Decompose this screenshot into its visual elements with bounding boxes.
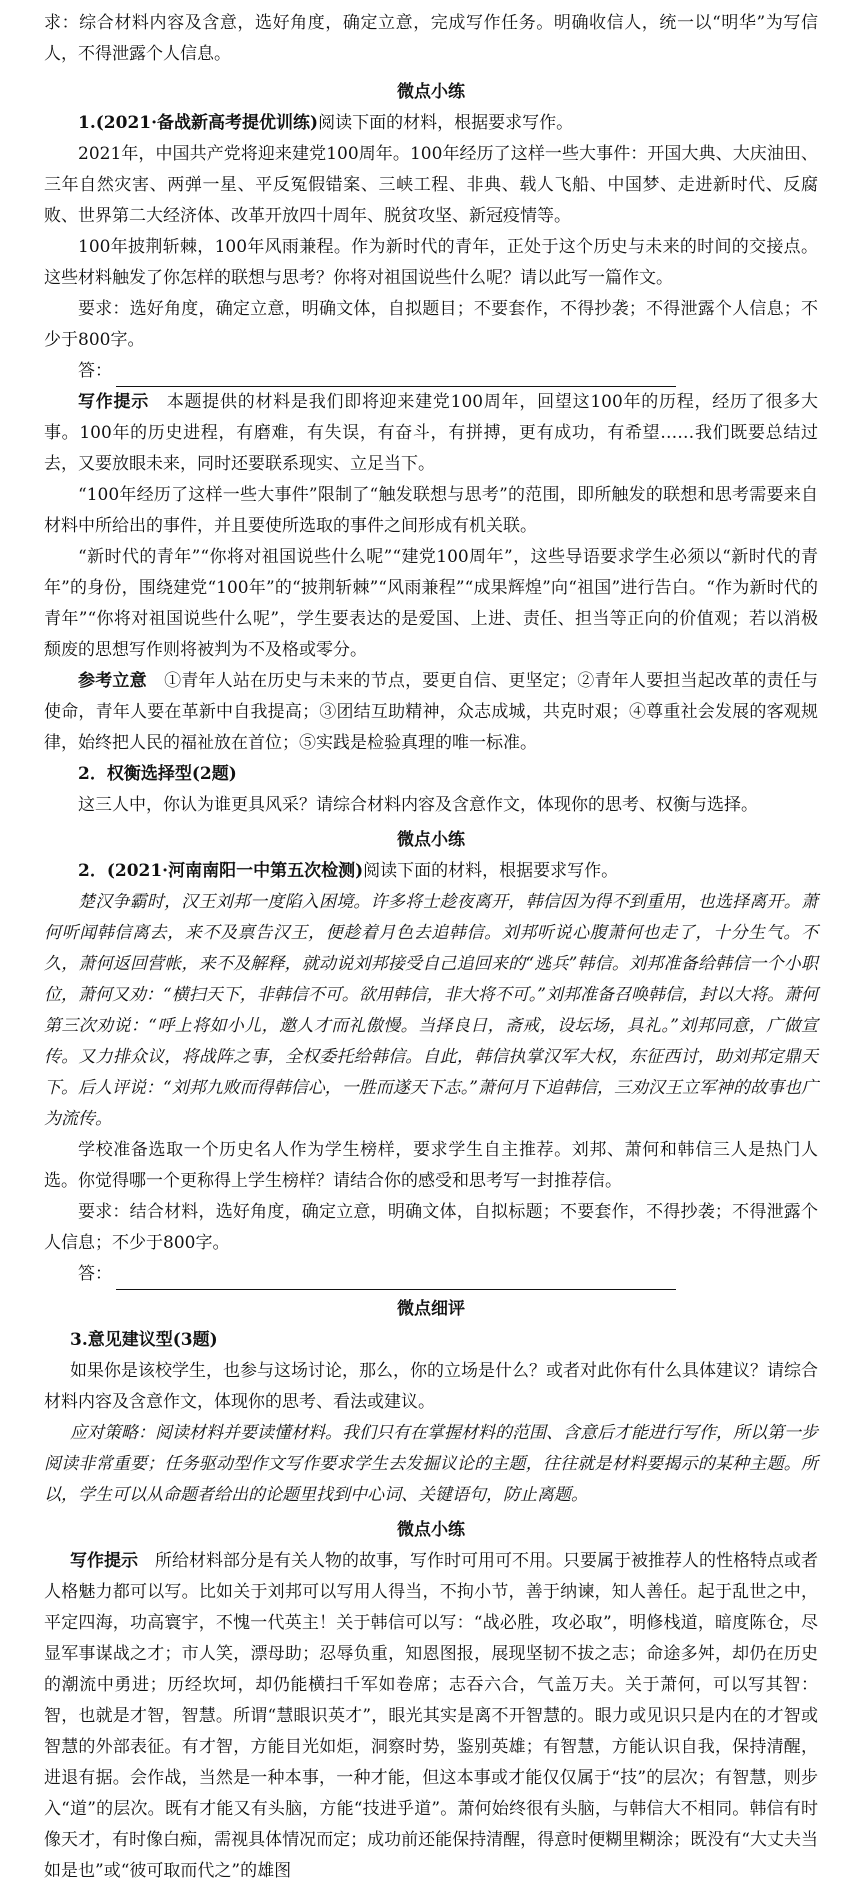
material-paragraph: 100年披荆斩棘，100年风雨兼程。作为新时代的青年，正处于这个历史与未来的时间的交接点。这些材料触发了你怎样的联想与思考？你将对祖国说些什么呢？请以此写一篇作文。 [44,237,818,288]
question-instruction: 阅读下面的材料，根据要求写作。 [363,861,619,881]
type-description: 如果你是该校学生，也参与这场讨论，那么，你的立场是什么？或者对此你有什么具体建议？请综合材料内容及含意作文，体现你的思考、看法或建议。 [44,1361,818,1412]
reference-label: 参考立意 [78,671,147,691]
task-paragraph: 学校准备选取一个历史名人作为学生榜样，要求学生自主推荐。刘邦、萧何和韩信三人是热门人选。你觉得哪一个更称得上学生榜样？请结合你的感受和思考写一封推荐信。 [44,1140,818,1191]
answer-rule [116,1269,676,1290]
tip-label: 写作提示 [70,1551,138,1571]
tip-paragraph: “100年经历了这样一些大事件”限制了“触发联想与思考”的范围，即所触发的联想和思考需要来自材料中所给出的事件，并且要使所选取的事件之间形成有机关联。 [44,485,818,536]
requirement-paragraph: 要求：结合材料，选好角度，确定立意，明确文体，自拟标题；不要套作，不得抄袭；不得泄露个人信息；不少于800字。 [44,1202,818,1253]
tip-label: 写作提示 [78,392,149,412]
answer-rule [116,366,676,387]
question-source: 2．(2021·河南南阳一中第五次检测) [78,861,364,881]
type-description: 这三人中，你认为谁更具风采？请综合材料内容及含意作文，体现你的思考、权衡与选择。 [78,795,758,815]
section-type-2 [44,759,818,1290]
writing-tip-paragraph [44,1546,818,1887]
question-2 [44,856,818,887]
answer-label: 答： [78,361,112,381]
section-heading: 微点小练 [397,1520,465,1540]
section-practice-4 [44,1515,818,1887]
section-heading: 微点小练 [397,82,465,102]
tip-text: 本题提供的材料是我们即将迎来建党100周年，回望这100年的历程，经历了很多大事。100年的历史进程，有磨难，有失误，有奋斗，有拼搏，更有成功，有希望……我们既要总结过去，又要放眼未来，同时还要联系现实、立足当下。 [44,392,818,474]
tip-text: 所给材料部分是有关人物的故事，写作时可用可不用。只要属于被推荐人的性格特点或者人格魅力都可以写。比如关于刘邦可以写用人得当，不拘小节，善于纳谏，知人善任。起于乱世之中，平定四海，功高寰宇，不愧一代英主！关于韩信可以写：“战必胜，攻必取”，明修栈道，暗度陈仓，尽显军事谋战之才；市人笑，漂母助；忍辱负重，知恩图报，展现坚韧不拔之志；命途多舛，却仍在历史的潮流中勇进；历经坎坷，却仍能横扫千军如卷席；志吞六合，气盖万夫。关于萧何，可以写其智：智，也就是才智，智慧。所谓“慧眼识英才”，眼光其实是离不开智慧的。眼力或见识只是内在的才智或智慧的外部表征。有才智，方能目光如炬，洞察时势，鉴别英雄；有智慧，方能认识自我，保持清醒，进退有据。会作战，当然是一种本事，一种才能，但这本事或才能仅仅属于“技”的层次；有智慧，则步入“道”的层次。既有才能又有头脑，方能“技进乎道”。萧何始终很有头脑，与韩信大不相同。韩信有时像天才，有时像白痴，需视具体情况而定；成功前还能保持清醒，得意时便糊里糊涂；既没有“大丈夫当如是也”或“彼可取而代之”的雄图 [44,1551,818,1881]
requirement-paragraph: 要求：选好角度，确定立意，明确文体，自拟题目；不要套作，不得抄袭；不得泄露个人信息；不少于800字。 [44,299,818,350]
writing-tip-paragraph [44,387,818,480]
section-heading: 微点细评 [397,1299,465,1319]
answer-line[interactable] [44,1259,818,1290]
answer-label: 答： [78,1264,112,1284]
question-source: 1.(2021·备战新高考提优训练) [78,113,319,133]
type-title: 3.意见建议型(3题) [70,1330,218,1350]
document-page [44,0,818,1887]
question-1 [44,108,818,139]
section-practice-1 [44,77,818,759]
strategy-paragraph: 应对策略：阅读材料并要读懂材料。我们只有在掌握材料的范围、含意后才能进行写作，所以第一步阅读非常重要；任务驱动型作文写作要求学生去发掘议论的主题，往往就是材料要揭示的某种主题。所以，学生可以从命题者给出的论题里找到中心词、关键语句，防止离题。 [44,1423,818,1505]
question-instruction: 阅读下面的材料，根据要求写作。 [318,113,574,133]
section-heading: 微点小练 [397,830,465,850]
material-paragraph: 2021年，中国共产党将迎来建党100周年。100年经历了这样一些大事件：开国大典、大庆油田、三年自然灾害、两弹一星、平反冤假错案、三峡工程、非典、载人飞船、中国梦、走进新时代、反腐败、世界第二大经济体、改革开放四十周年、脱贫攻坚、新冠疫情等。 [44,144,818,226]
section-review-3 [44,1294,818,1511]
reference-text: ①青年人站在历史与未来的节点，要更自信、更坚定；②青年人要担当起改革的责任与使命，青年人要在革新中自我提高；③团结互助精神，众志成城，共克时艰；④尊重社会发展的客观规律，始终把人民的福祉放在首位；⑤实践是检验真理的唯一标准。 [44,671,819,753]
type-title: 2．权衡选择型(2题) [78,764,237,784]
intro-tail-paragraph: 求：综合材料内容及含意，选好角度，确定立意，完成写作任务。明确收信人，统一以“明华”为写信人，不得泄露个人信息。 [44,13,818,64]
story-paragraph: 楚汉争霸时，汉王刘邦一度陷入困境。许多将士趁夜离开，韩信因为得不到重用，也选择离开。萧何听闻韩信离去，来不及禀告汉王，便趁着月色去追韩信。刘邦听说心腹萧何也走了，十分生气。不久，萧何返回营帐，来不及解释，就动说刘邦接受自己追回来的“逃兵”韩信。刘邦准备给韩信一个小职位，萧何又劝：“横扫天下，非韩信不可。欲用韩信，非大将不可。”刘邦准备召唤韩信，封以大将。萧何第三次劝说：“呼上将如小儿，邀人才而礼傲慢。当择良日，斋戒，设坛场，具礼。”刘邦同意，广做宣传。又力排众议，将战阵之事，全权委托给韩信。自此，韩信执掌汉军大权，东征西讨，助刘邦定鼎天下。后人评说：“刘邦九败而得韩信心，一胜而遂天下志。”萧何月下追韩信，三劝汉王立军神的故事也广为流传。 [44,892,818,1129]
answer-line[interactable] [44,356,818,387]
tip-paragraph: “新时代的青年”“你将对祖国说些什么呢”“建党100周年”，这些导语要求学生必须以“新时代的青年”的身份，围绕建党“100年”的“披荆斩棘”“风雨兼程”“成果辉煌”向“祖国”进行告白。“作为新时代的青年”“你将对祖国说些什么呢”，学生要表达的是爱国、上进、责任、担当等正向的价值观；若以消极颓废的思想写作则将被判为不及格或零分。 [44,547,818,660]
reference-paragraph [44,666,818,759]
